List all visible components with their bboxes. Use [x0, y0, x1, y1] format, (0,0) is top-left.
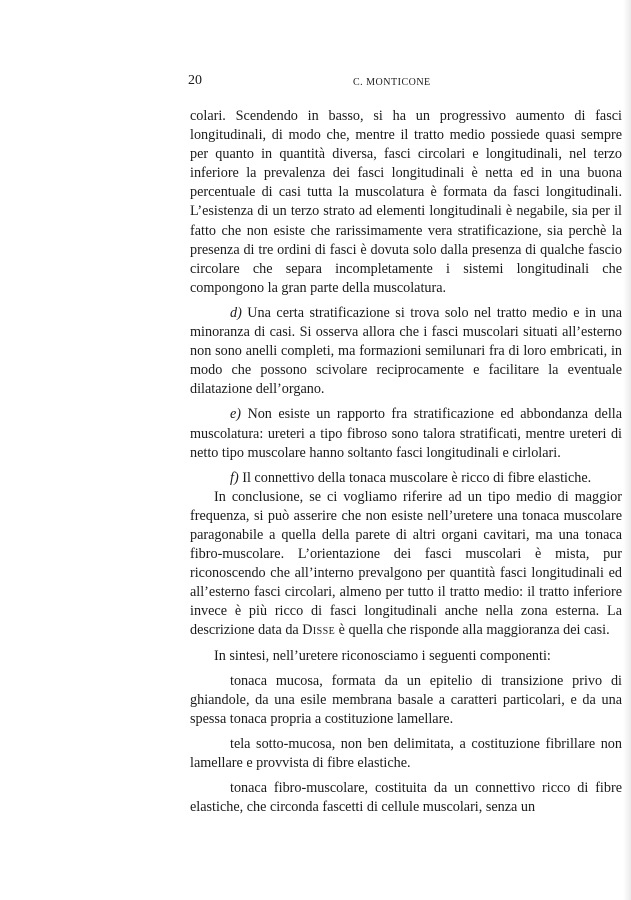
paragraph-tonaca-fibro-muscolare: tonaca fibro-muscolare, costituita da un connettivo ricco di fibre elastiche, che circonda fascetti di cellule muscolari, senza un	[190, 780, 622, 816]
item-label-d: d)	[230, 304, 242, 321]
paragraph-d-text: Una certa stratificazione si trova solo nel tratto medio e in una minoranza di casi. Si osserva allora che i fasci muscolari situati all’esterno non sono anelli completi, ma formazioni semilunari fra di loro embricati, in modo che possono scivolare reciprocamente e facilitare la eventuale dilatazione dell’organo.	[190, 304, 622, 398]
paragraph-f-text: Il connettivo della tonaca muscolare è ricco di fibre elastiche.	[238, 469, 592, 486]
paragraph-conclusion-end: è quella che risponde alla maggioranza dei casi.	[335, 622, 610, 639]
item-label-f: f)	[230, 469, 239, 486]
paragraph-f	[190, 469, 622, 488]
page-number: 20	[188, 73, 202, 88]
paragraph-e-text: Non esiste un rapporto fra stratificazione ed abbondanza della muscolatura: ureteri a tipo fibroso sono talora stratificati, mentre ureteri di netto tipo muscolare hanno soltanto fasci longitudinali e cirlolari.	[190, 406, 622, 461]
running-head: C. MONTICONE	[353, 77, 431, 88]
paragraph-tonaca-mucosa: tonaca mucosa, formata da un epitelio di transizione privo di ghiandole, da una esile membrana basale a caratteri particolari, e da una spessa tonaca propria a costituzione lamellare.	[190, 672, 622, 727]
paragraph-e	[190, 405, 622, 462]
author-name: Disse	[302, 622, 336, 639]
paragraph-d	[190, 304, 622, 399]
body-text	[190, 107, 622, 867]
paragraph-muscle-layers: colari. Scendendo in basso, si ha un progressivo aumento di fasci longitudinali, di modo che, mentre il tratto medio possiede quasi sempre per quanto in quantità diversa, fasci circolari e longitudinali, nel terzo inferiore la prevalenza dei fasci longitudinali è netta ed in una buona percentuale di casi tutta la muscolatura è formata da fasci longitudinali. L’esistenza di un terzo strato ad elementi longitudinali è negabile, sia per il fatto che non esiste che rarissimamente vera stratificazione, sia perchè la presenza di tre ordini di fasci è dovuta solo dalla presenza di qualche fascio circolare che separa incompletamente i sistemi longitudinali che compongono la gran parte della muscolatura.	[190, 108, 622, 296]
paragraph-conclusion-text: In conclusione, se ci vogliamo riferire ad un tipo medio di maggior frequenza, si può asserire che non esiste nell’uretere una tonaca muscolare paragonabile a quella della parete di altri organi cavitari, ma una tonaca fibro-muscolare. L’orientazione dei fasci muscolari è mista, pur riconoscendo che all’interno prevalgono per quantità fasci longitudinali ed all’esterno fasci circolari, almeno per tutto il tratto medio: il tratto inferiore invece è più ricco di fasci longitudinali anche nella zona esterna. La descrizione data da	[190, 488, 622, 639]
paragraph-tela-sotto-mucosa: tela sotto-mucosa, non ben delimitata, a costituzione fibrillare non lamellare e provvista di fibre elastiche.	[190, 735, 622, 771]
item-label-e: e)	[230, 406, 242, 423]
page-edge-shadow	[623, 0, 631, 900]
paragraph-conclusion	[190, 488, 622, 641]
paragraph-synthesis: In sintesi, nell’uretere riconosciamo i seguenti componenti:	[214, 647, 551, 664]
